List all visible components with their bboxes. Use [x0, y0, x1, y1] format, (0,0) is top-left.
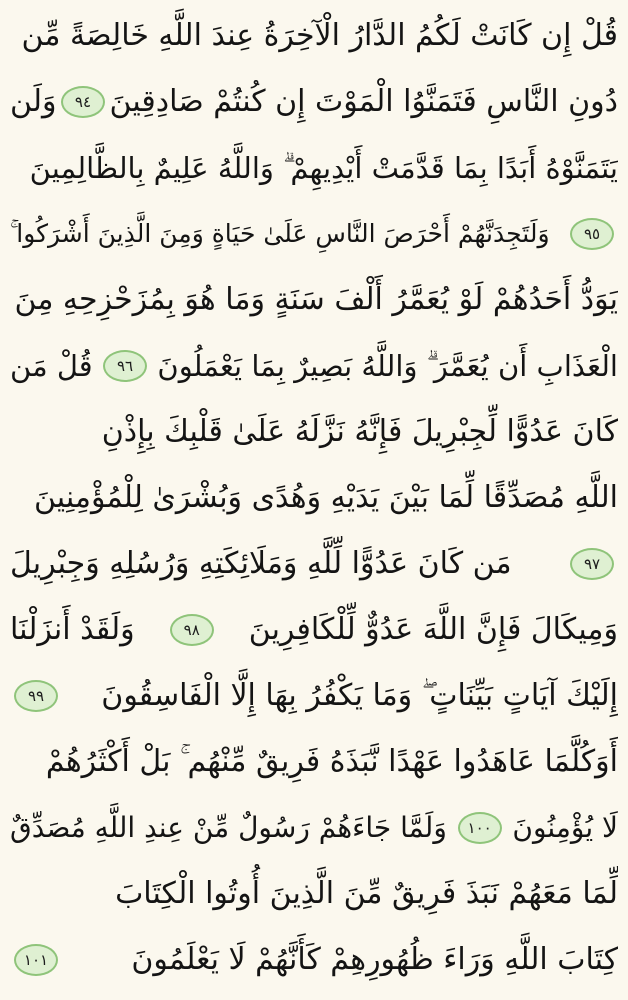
verse-text: قُلْ مَن	[10, 349, 93, 383]
verse-text: لَا يُؤْمِنُونَ	[512, 811, 618, 844]
text-line	[10, 598, 618, 662]
verse-text: وَلَقَدْ أَنزَلْنَا	[10, 612, 135, 647]
verse-text: وَلَن	[10, 84, 57, 119]
text-line	[10, 4, 618, 68]
text-block	[10, 0, 618, 1000]
text-line	[10, 70, 618, 134]
verse-text: وَلَتَجِدَنَّهُمْ أَحْرَصَ النَّاسِ عَلَىٰ حَيَاةٍ وَمِنَ الَّذِينَ أَشْرَكُوا ۚ	[10, 219, 550, 248]
verse-number-marker: ٩٤	[61, 86, 105, 118]
text-line	[10, 136, 618, 200]
verse-number-marker: ٩٧	[570, 548, 614, 580]
verse-text: وَلَمَّا جَاءَهُمْ رَسُولٌ مِّنْ عِندِ اللَّهِ مُصَدِّقٌ	[10, 811, 447, 844]
verse-text: الْعَذَابِ أَن يُعَمَّرَ ۗ وَاللَّهُ بَصِيرٌ بِمَا يَعْمَلُونَ	[157, 349, 618, 383]
verse-number-marker: ٩٦	[103, 350, 147, 382]
text-line	[10, 202, 618, 266]
verse-text: أَوَكُلَّمَا عَاهَدُوا عَهْدًا نَّبَذَهُ فَرِيقٌ مِّنْهُم ۚ بَلْ أَكْثَرُهُمْ	[45, 744, 618, 779]
text-line	[10, 334, 618, 398]
verse-text: إِلَيْكَ آيَاتٍ بَيِّنَاتٍ ۖ وَمَا يَكْفُرُ بِهَا إِلَّا الْفَاسِقُونَ	[101, 678, 618, 713]
verse-text: كِتَابَ اللَّهِ وَرَاءَ ظُهُورِهِمْ كَأَنَّهُمْ لَا يَعْلَمُونَ	[131, 942, 618, 977]
verse-text: كَانَ عَدُوًّا لِّجِبْرِيلَ فَإِنَّهُ نَزَّلَهُ عَلَىٰ قَلْبِكَ بِإِذْنِ	[101, 414, 618, 449]
text-line	[10, 532, 618, 596]
text-line	[10, 268, 618, 332]
verse-number-marker: ١٠١	[14, 944, 58, 976]
verse-text: مَن كَانَ عَدُوًّا لِّلَّهِ وَمَلَائِكَتِهِ وَرُسُلِهِ وَجِبْرِيلَ	[10, 546, 512, 581]
text-line	[10, 466, 618, 530]
verse-text: يَوَدُّ أَحَدُهُمْ لَوْ يُعَمَّرُ أَلْفَ سَنَةٍ وَمَا هُوَ بِمُزَحْزِحِهِ مِنَ	[14, 282, 618, 317]
text-line	[10, 664, 618, 728]
verse-text: دُونِ النَّاسِ فَتَمَنَّوُا الْمَوْتَ إِن كُنتُمْ صَادِقِينَ	[109, 84, 618, 119]
verse-text: قُلْ إِن كَانَتْ لَكُمُ الدَّارُ الْآخِرَةُ عِندَ اللَّهِ خَالِصَةً مِّن	[21, 18, 618, 53]
verse-text: لِّمَا مَعَهُمْ نَبَذَ فَرِيقٌ مِّنَ الَّذِينَ أُوتُوا الْكِتَابَ	[115, 876, 618, 911]
verse-number-marker: ٩٨	[170, 614, 214, 646]
text-line	[10, 796, 618, 860]
verse-number-marker: ٩٥	[570, 218, 614, 250]
text-line	[10, 928, 618, 992]
text-line	[10, 400, 618, 464]
verse-number-marker: ٩٩	[14, 680, 58, 712]
verse-text: اللَّهِ مُصَدِّقًا لِّمَا بَيْنَ يَدَيْهِ وَهُدًى وَبُشْرَىٰ لِلْمُؤْمِنِينَ	[33, 480, 618, 515]
verse-text: وَمِيكَالَ فَإِنَّ اللَّهَ عَدُوٌّ لِّلْكَافِرِينَ	[248, 612, 618, 647]
text-line	[10, 862, 618, 926]
verse-text: يَتَمَنَّوْهُ أَبَدًا بِمَا قَدَّمَتْ أَيْدِيهِمْ ۗ وَاللَّهُ عَلِيمٌ بِالظَّالِمِينَ	[29, 151, 618, 185]
verse-number-marker: ١٠٠	[458, 812, 502, 844]
text-line	[10, 730, 618, 794]
